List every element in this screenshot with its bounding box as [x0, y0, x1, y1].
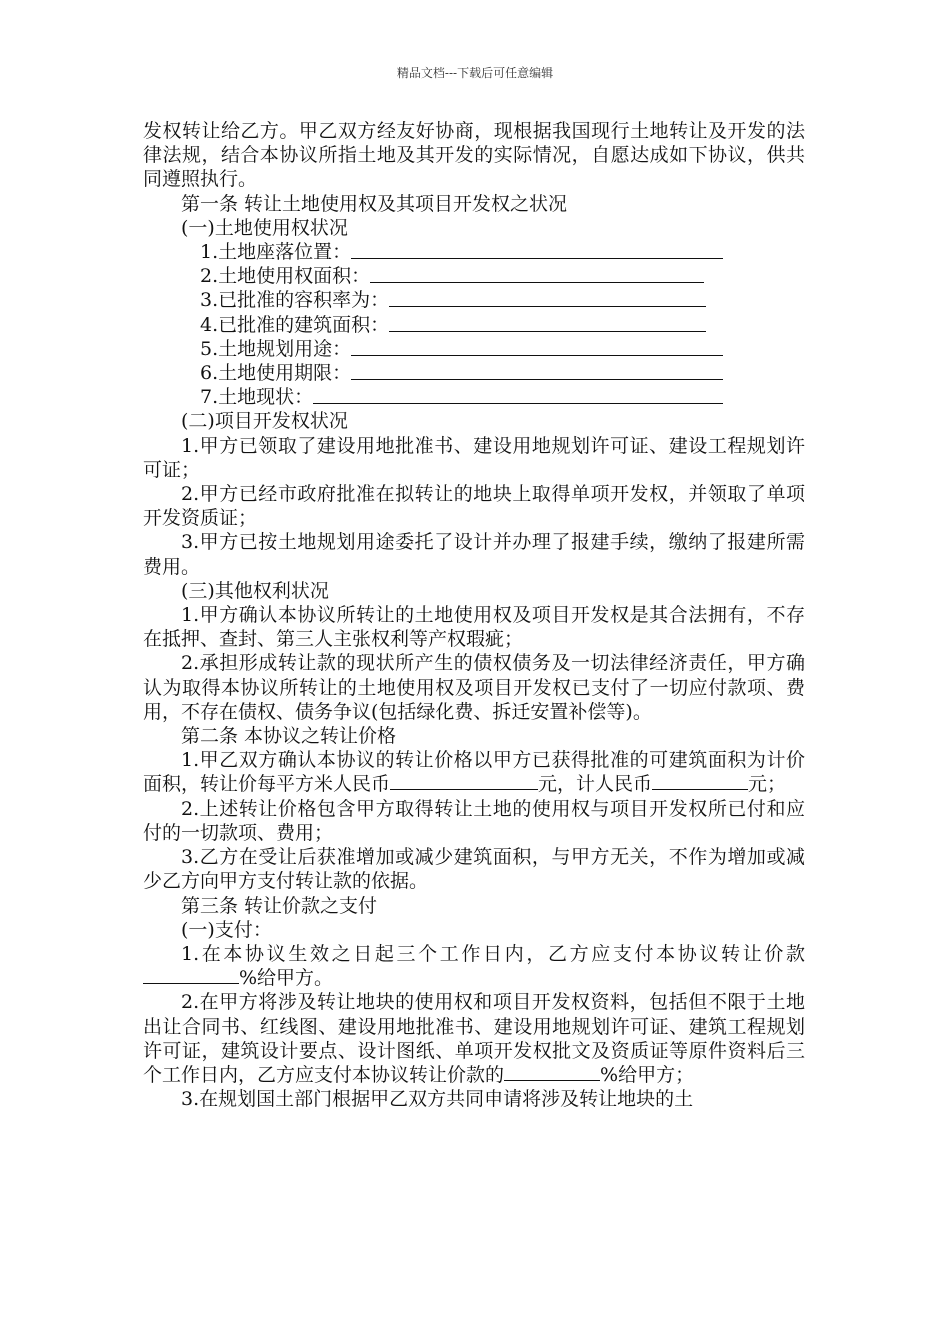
paragraph: 3.在规划国土部门根据甲乙双方共同申请将涉及转让地块的土 [181, 1088, 694, 1111]
article-1-title: 第一条 转让土地使用权及其项目开发权之状况 [181, 192, 568, 215]
paragraph: 1.甲乙双方确认本协议的转让价格以甲方已获得批准的可建筑面积为计价面积，转让价每平方米人民币 元，计人民币 元； [143, 749, 805, 796]
field-plot-ratio: 3.已批准的容积率为： [143, 288, 805, 312]
paragraph: 1.甲方确认本协议所转让的土地使用权及项目开发权是其合法拥有，不存在抵押、查封、第三人主张权利等产权瑕疵； [143, 604, 805, 651]
paragraph: 2.上述转让价格包含甲方取得转让土地的使用权与项目开发权所已付和应付的一切款项、费用； [143, 797, 805, 844]
percent-blank [504, 1063, 600, 1081]
paragraph: 2.甲方已经市政府批准在拟转让的地块上取得单项开发权，并领取了单项开发资质证； [143, 483, 805, 530]
field-area: 2.土地使用权面积： [143, 264, 805, 288]
total-blank [652, 772, 748, 790]
article-3-title: 第三条 转让价款之支付 [181, 894, 378, 917]
field-status: 7.土地现状： [143, 385, 805, 409]
paragraph: 3.甲方已按土地规划用途委托了设计并办理了报建手续，缴纳了报建所需费用。 [143, 531, 805, 578]
section-2-heading: (二)项目开发权状况 [181, 410, 348, 433]
section-3-heading: (三)其他权利状况 [181, 579, 329, 602]
article-2-title: 第二条 本协议之转让价格 [181, 725, 397, 748]
paragraph: 2.承担形成转让款的现状所产生的债权债务及一切法律经济责任，甲方确认为取得本协议所转让的土地使用权及项目开发权已支付了一切应付款项、费用，不存在债权、债务争议(包括绿化费、拆迁安置补偿等)。 [143, 652, 805, 723]
price-blank [390, 772, 538, 790]
field-building-area: 4.已批准的建筑面积： [143, 313, 805, 337]
field-term: 6.土地使用期限： [143, 361, 805, 385]
paragraph: 1.在本协议生效之日起三个工作日内，乙方应支付本协议转让价款%给甲方。 [143, 942, 805, 990]
page-header: 精品文档---下载后可任意编辑 [396, 66, 554, 80]
field-land-use: 5.土地规划用途： [143, 337, 805, 361]
field-location: 1.土地座落位置： [143, 240, 805, 264]
paragraph: 3.乙方在受让后获准增加或减少建筑面积，与甲方无关，不作为增加或减少乙方向甲方支付转让款的依据。 [143, 846, 805, 893]
intro-paragraph: 发权转让给乙方。甲乙双方经友好协商，现根据我国现行土地转让及开发的法律法规，结合本协议所指土地及其开发的实际情况，自愿达成如下协议，供共同遵照执行。 [143, 120, 805, 191]
document-body [143, 119, 805, 1111]
section-1-heading: (一)土地使用权状况 [181, 216, 348, 239]
percent-blank [143, 966, 239, 984]
section-heading: (一)支付： [181, 918, 272, 941]
paragraph: 1.甲方已领取了建设用地批准书、建设用地规划许可证、建设工程规划许可证； [143, 434, 805, 481]
paragraph: 2.在甲方将涉及转让地块的使用权和项目开发权资料，包括但不限于土地出让合同书、红线图、建设用地批准书、建设用地规划许可证、建筑工程规划许可证，建筑设计要点、设计图纸、单项开发权批文及资质证等原件资料后三个工作日内，乙方应支付本协议转让价款的 %给甲方； [143, 991, 805, 1086]
